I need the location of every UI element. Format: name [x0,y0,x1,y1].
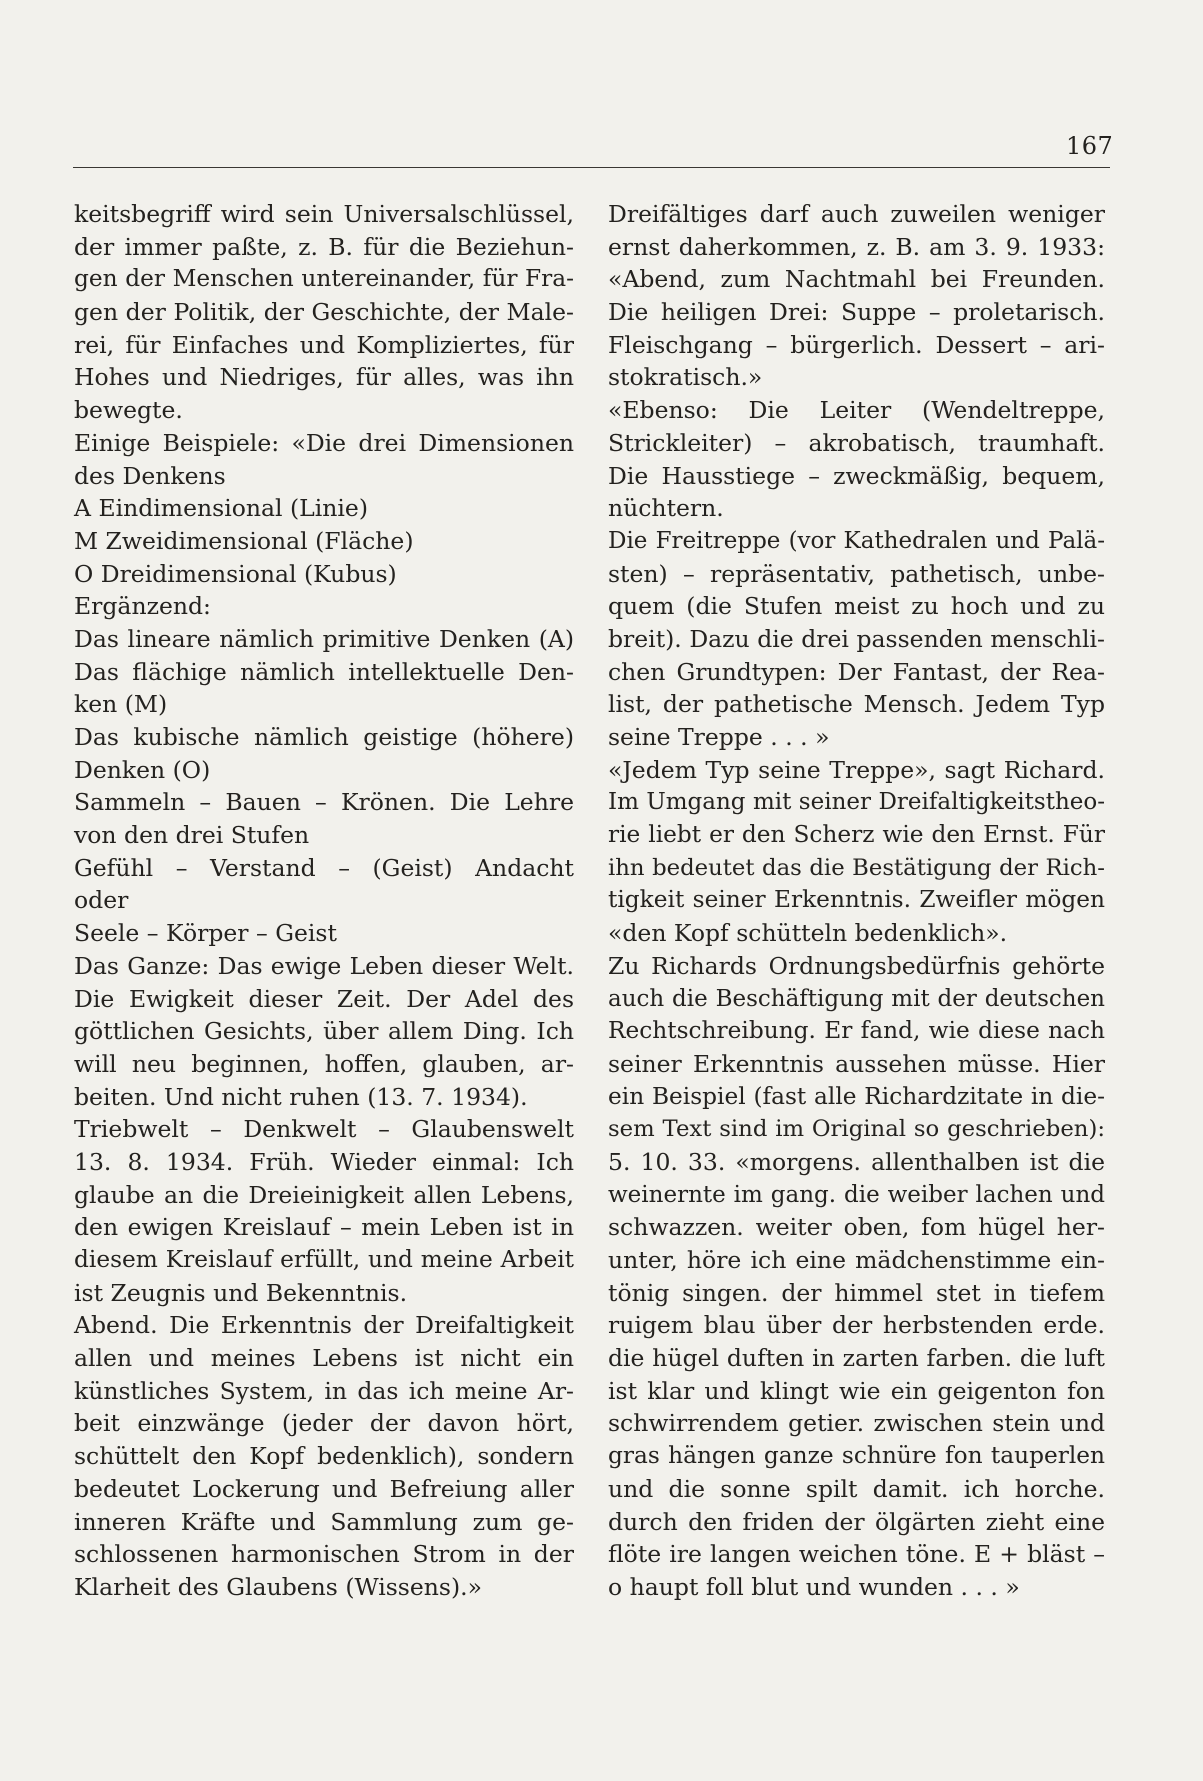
text-line: allen und meines Lebens ist nicht ein [74,1344,574,1373]
text-line: will neu beginnen, hoffen, glauben, ar- [74,1049,574,1078]
text-line: Sammeln – Bauen – Krönen. Die Lehre [74,788,574,817]
text-line: «Abend, zum Nachtmahl bei Freunden. [608,265,1105,294]
text-line: Dreifältiges darf auch zuweilen weniger [608,200,1105,228]
text-line: Strickleiter) – akrobatisch, traumhaft. [608,428,1105,457]
text-line: ernst daherkommen, z. B. am 3. 9. 1933: [608,232,1105,261]
text-line: von den drei Stufen [74,821,310,850]
text-line: ihn bedeutet das die Bestätigung der Rich- [608,854,1105,881]
text-line: beit einzwänge (jeder der davon hört, [74,1409,574,1438]
text-line: list, der pathetische Mensch. Jedem Typ [608,690,1105,719]
text-line: A Eindimensional (Linie) [74,494,369,523]
text-line: schwazzen. weiter oben, fom hügel her- [608,1213,1105,1242]
text-line: Gefühl – Verstand – (Geist) Andacht [74,853,574,882]
text-line: Das lineare nämlich primitive Denken (A) [74,624,574,653]
text-line: bewegte. [74,396,183,425]
text-line: Die Hausstiege – zweckmäßig, bequem, [608,461,1105,490]
text-line: gen der Menschen untereinander, für Fra- [74,265,574,293]
text-line: stokratisch.» [608,363,763,392]
text-line: tönig singen. der himmel stet in tiefem [608,1278,1105,1307]
text-line: künstliches System, in das ich meine Ar- [74,1376,574,1405]
text-line: O Dreidimensional (Kubus) [74,559,397,588]
text-line: und die sonne spilt damit. ich horche. [608,1474,1105,1503]
text-line: ist Zeugnis und Bekenntnis. [74,1278,408,1307]
text-line: Rechtschreibung. Er fand, wie diese nach [608,1017,1105,1045]
text-line: durch den friden der ölgärten zieht eine [608,1507,1105,1536]
text-line: Ergänzend: [74,592,211,621]
text-line: Fleischgang – bürgerlich. Dessert – ari- [608,330,1105,359]
text-line: Klarheit des Glaubens (Wissens).» [74,1572,482,1601]
text-line: des Denkens [74,461,226,490]
text-line: Die Ewigkeit dieser Zeit. Der Adel des [74,984,574,1013]
text-line: M Zweidimensional (Fläche) [74,526,414,555]
text-line: Die heiligen Drei: Suppe – proletarisch. [608,298,1105,327]
header-rule [73,167,1110,168]
text-line: oder [74,886,129,915]
text-line: Im Umgang mit seiner Dreifaltigkeitstheo- [608,789,1105,816]
text-line: «den Kopf schütteln bedenklich». [608,919,1008,948]
text-line: ist klar und klingt wie ein geigenton fon [608,1376,1105,1405]
text-line: seine Treppe . . . » [608,723,830,751]
text-line: seiner Erkenntnis aussehen müsse. Hier [608,1049,1105,1078]
text-line: tigkeit seiner Erkenntnis. Zweifler mögen [608,886,1105,914]
text-line: den ewigen Kreislauf – mein Leben ist in [74,1213,574,1242]
text-line: gen der Politik, der Geschichte, der Male- [74,298,574,327]
text-line: Hohes und Niedriges, für alles, was ihn [74,363,574,392]
text-line: rei, für Einfaches und Kompliziertes, für [74,330,574,359]
text-line: Abend. Die Erkenntnis der Dreifaltigkeit [74,1311,574,1340]
text-line: Denken (O) [74,755,211,784]
text-line: Das flächige nämlich intellektuelle Den- [74,657,574,686]
text-line: Seele – Körper – Geist [74,919,337,948]
text-line: breit). Dazu die drei passenden menschli- [608,624,1105,653]
text-line: 5. 10. 33. «morgens. allenthalben ist die [608,1147,1105,1176]
text-line: Einige Beispiele: «Die drei Dimensionen [74,428,574,457]
text-line: beiten. Und nicht ruhen (13. 7. 1934). [74,1082,528,1111]
text-line: Das kubische nämlich geistige (höhere) [74,723,574,751]
text-line: Zu Richards Ordnungsbedürfnis gehörte [608,951,1105,980]
text-line: flöte ire langen weichen töne. E + bläst – [608,1540,1105,1569]
text-line: quem (die Stufen meist zu hoch und zu [608,592,1105,621]
text-line: der immer paßte, z. B. für die Beziehun- [74,232,574,261]
text-line: o haupt foll blut und wunden . . . » [608,1572,1020,1601]
text-line: schwirrendem getier. zwischen stein und [608,1409,1105,1438]
text-line: bedeutet Lockerung und Befreiung aller [74,1474,574,1503]
text-line: inneren Kräfte und Sammlung zum ge- [74,1507,574,1536]
text-line: diesem Kreislauf erfüllt, und meine Arbeit [74,1246,574,1273]
text-line: 13. 8. 1934. Früh. Wieder einmal: Ich [74,1147,574,1176]
text-line: ein Beispiel (fast alle Richardzitate in die- [608,1082,1105,1110]
text-line: Die Freitreppe (vor Kathedralen und Palä- [608,527,1105,554]
page-number: 167 [1066,132,1114,160]
text-line: schlossenen harmonischen Strom in der [74,1540,574,1569]
text-line: «Ebenso: Die Leiter (Wendeltreppe, [608,396,1105,425]
text-line: ruigem blau über der herbstenden erde. [608,1311,1105,1340]
text-line: sten) – repräsentativ, pathetisch, unbe- [608,559,1105,588]
text-line: unter, höre ich eine mädchenstimme ein- [608,1246,1105,1274]
text-line: glaube an die Dreieinigkeit allen Lebens, [74,1180,574,1209]
text-line: gras hängen ganze schnüre fon tauperlen [608,1442,1105,1470]
text-line: Triebwelt – Denkwelt – Glaubenswelt [74,1115,574,1144]
text-line: Das Ganze: Das ewige Leben dieser Welt. [74,951,574,980]
text-line: chen Grundtypen: Der Fantast, der Rea- [608,657,1105,686]
text-line: auch die Beschäftigung mit der deutschen [608,985,1105,1012]
text-line: schüttelt den Kopf bedenklich), sondern [74,1442,574,1471]
text-line: sem Text sind im Original so geschrieben): [608,1116,1105,1143]
text-line: ken (M) [74,690,168,719]
text-line: nüchtern. [608,494,724,523]
text-line: keitsbegriff wird sein Universalschlüssel, [74,200,574,228]
text-line: die hügel duften in zarten farben. die luft [608,1344,1105,1373]
text-line: «Jedem Typ seine Treppe», sagt Richard. [608,755,1105,784]
right-text-column [608,198,1105,1604]
text-line: göttlichen Gesichts, über allem Ding. Ich [74,1017,574,1046]
left-text-column [74,198,574,1604]
text-line: weinernte im gang. die weiber lachen und [608,1181,1105,1208]
text-line: rie liebt er den Scherz wie den Ernst. Für [608,821,1105,849]
